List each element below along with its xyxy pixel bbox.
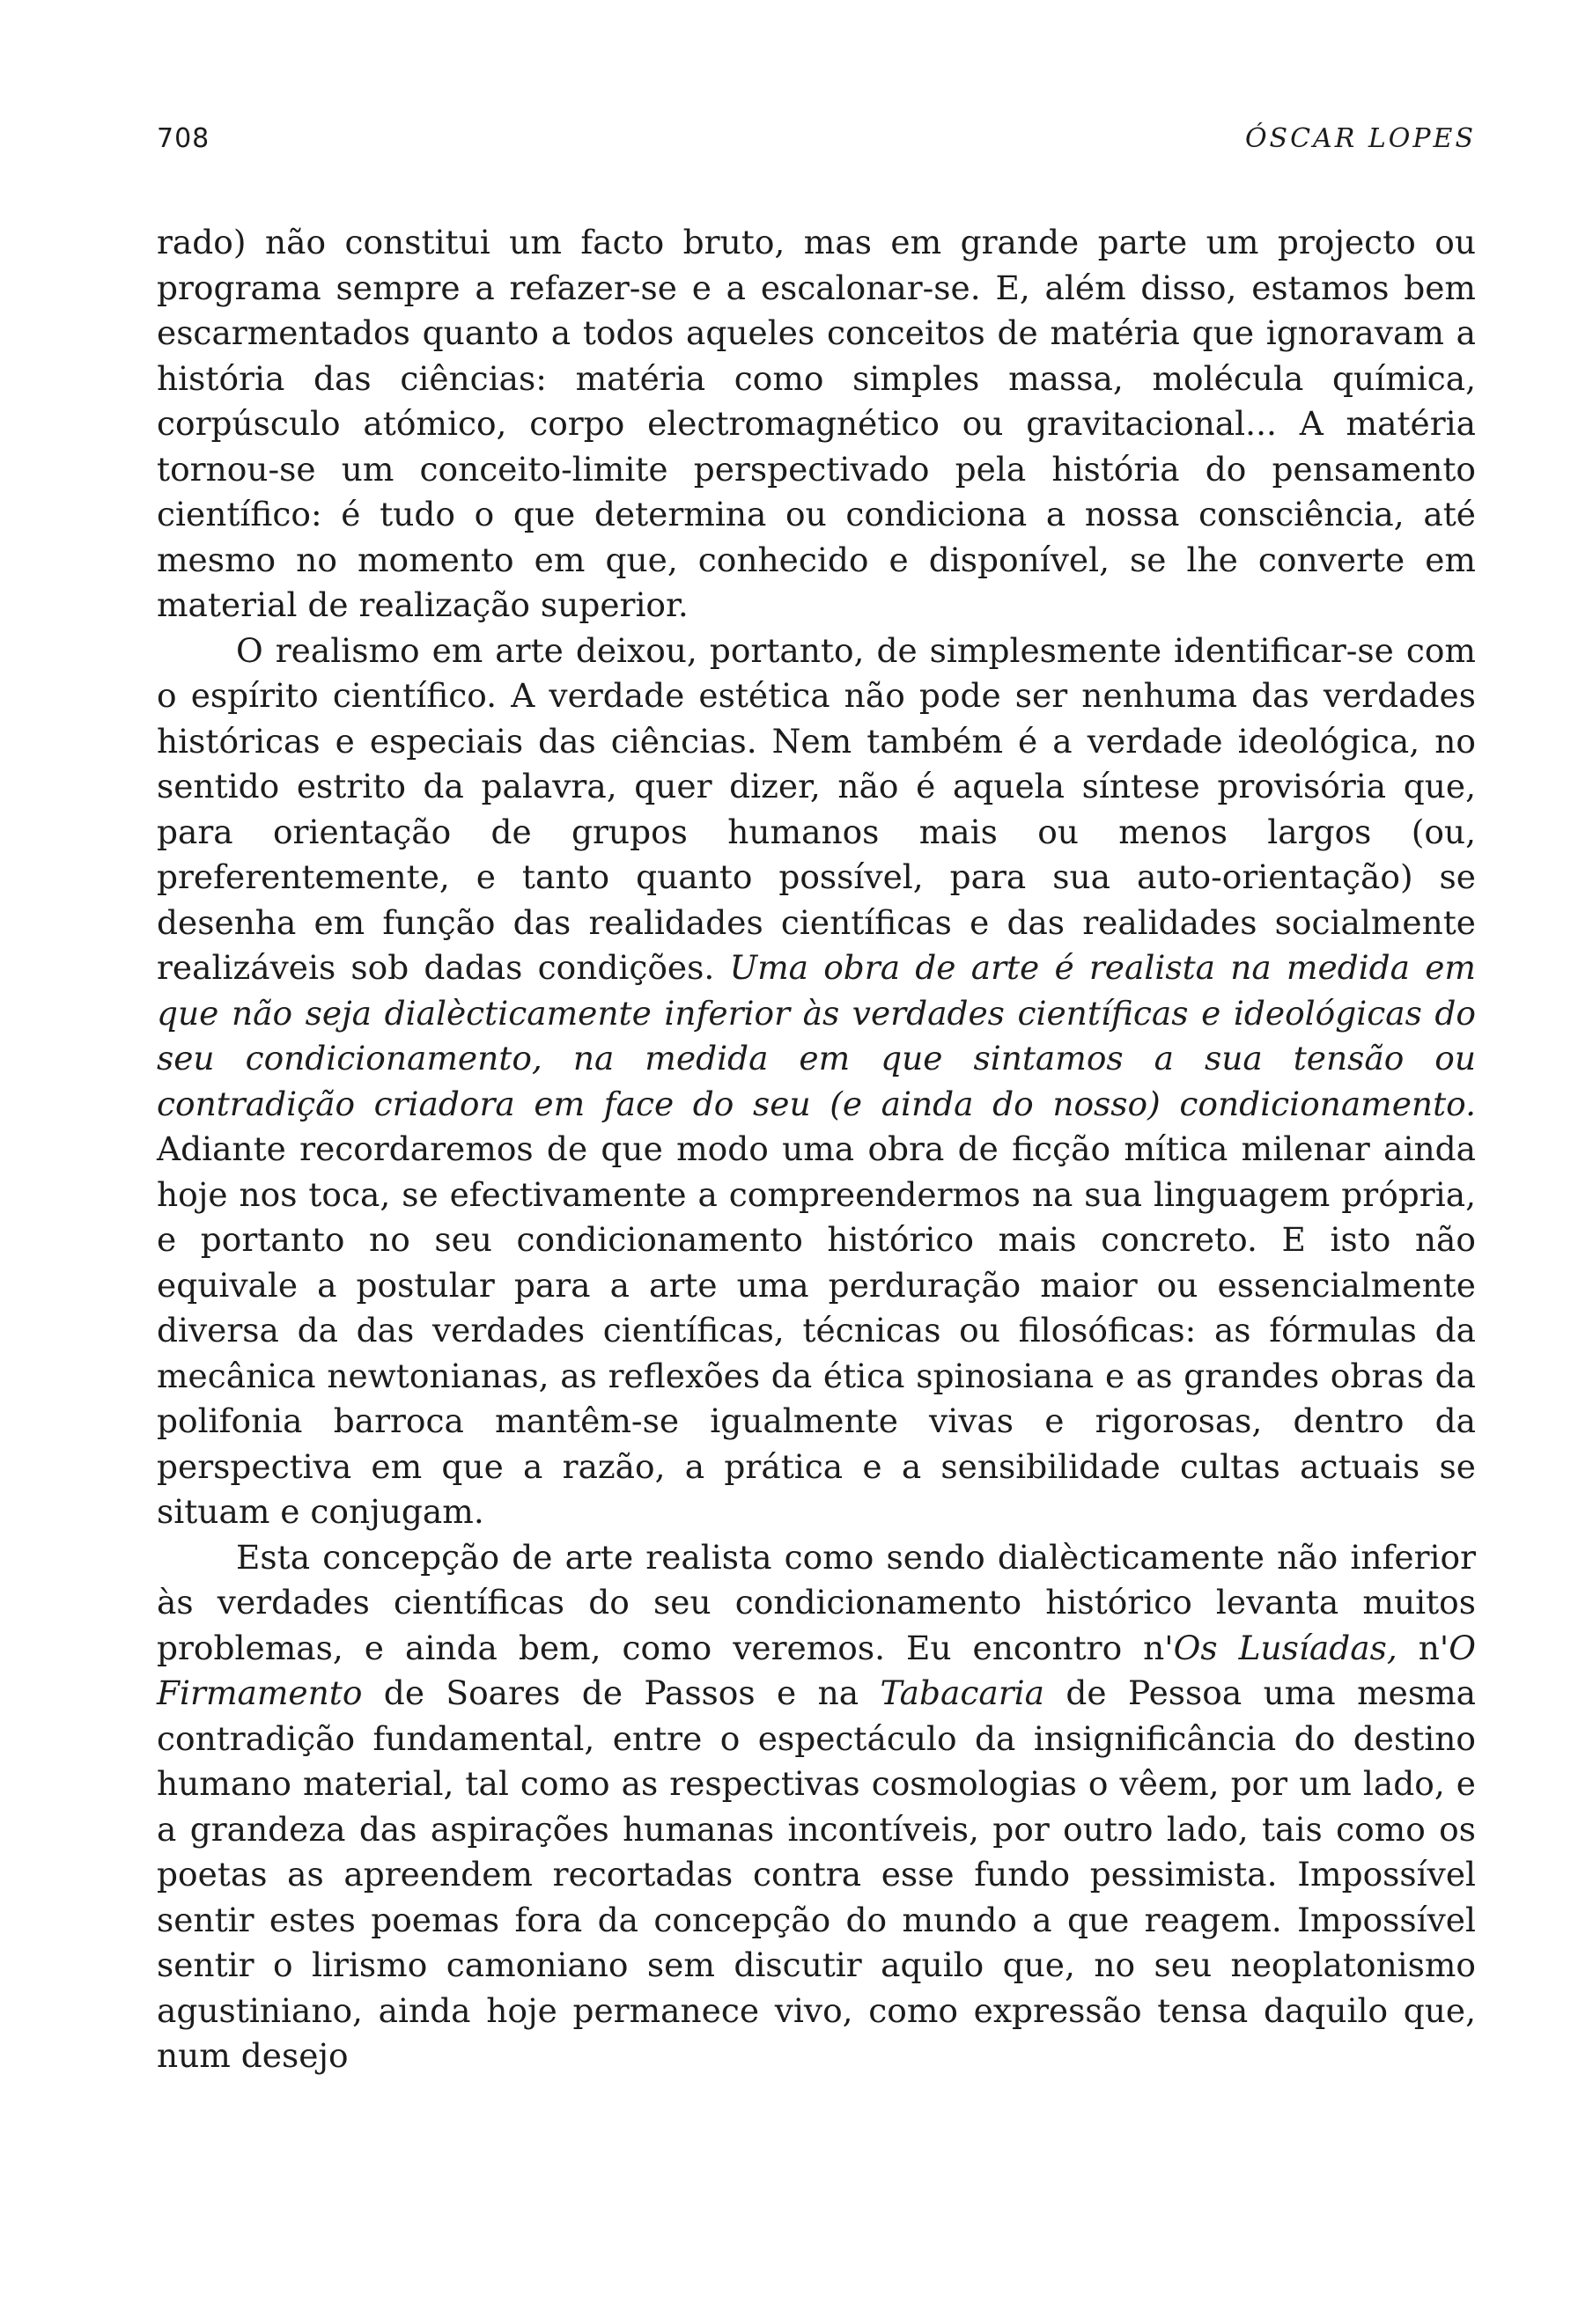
body-text bbox=[157, 220, 1476, 2079]
paragraph-2-italic-thesis: Uma obra de arte é realista na medida em que não seja dialècticamente inferior às verdades científicas e ideológicas do seu condicionamento, na medida em que sintamos a sua tensão ou contradição criadora em face do seu (e ainda do nosso) condicionamento. bbox=[157, 948, 1476, 1123]
title-o-firmamento: O Firmamento bbox=[157, 1628, 1476, 1712]
running-head bbox=[157, 114, 1476, 167]
paragraph-1 bbox=[157, 220, 1476, 629]
running-head-author: ÓSCAR LOPES bbox=[1244, 123, 1476, 154]
paragraph-3 bbox=[157, 1535, 1476, 2079]
paragraph-2-text-before: O realismo em arte deixou, portanto, de simplesmente identificar-se com o espírito científico. A verdade estética não pode ser nenhuma das verdades históricas e especiais das ciências. Nem também é a verdade ideológica, no sentido estrito da palavra, quer dizer, não é aquela síntese provisória que, para orientação de grupos humanos mais ou menos largos (ou, preferentemente, e tanto quanto possível, para sua auto-orientação) se desenha em função das realidades científicas e das realidades socialmente realizáveis sob dadas condições. bbox=[157, 630, 1476, 987]
page-number: 708 bbox=[157, 123, 210, 154]
paragraph-3-text-3: de Soares de Passos e na bbox=[362, 1673, 881, 1712]
paragraph-3-text-1: Esta concepção de arte realista como sendo dialècticamente não inferior às verdades científicas do seu condicionamento histórico levanta muitos problemas, e ainda bem, como veremos. Eu encontro n' bbox=[157, 1537, 1476, 1667]
book-page bbox=[157, 114, 1476, 2298]
paragraph-1-text: rado) não constitui um facto bruto, mas em grande parte um projecto ou programa sempre a refazer-se e a escalonar-se. E, além disso, estamos bem escarmentados quanto a todos aqueles conceitos de matéria que ignoravam a história das ciências: matéria como simples massa, molécula química, corpúsculo atómico, corpo electromagnético ou gravitacional... A matéria tornou-se um conceito-limite perspectivado pela história do pensamento científico: é tudo o que determina ou condiciona a nossa consciência, até mesmo no momento em que, conhecido e disponível, se lhe converte em material de realização superior. bbox=[157, 223, 1476, 624]
paragraph-3-text-4: de Pessoa uma mesma contradição fundamental, entre o espectáculo da insignificância do destino humano material, tal como as respectivas cosmologias o vêem, por um lado, e a grandeza das aspirações humanas incontíveis, por outro lado, tais como os poetas as apreendem recortadas contra esse fundo pessimista. Impossível sentir estes poemas fora da concepção do mundo a que reagem. Impossível sentir o lirismo camoniano sem discutir aquilo que, no seu neoplatonismo agustiniano, ainda hoje permanece vivo, como expressão tensa daquilo que, num desejo bbox=[157, 1673, 1476, 2075]
title-os-lusiadas: Os Lusíadas, bbox=[1173, 1628, 1397, 1667]
paragraph-3-text-2: n' bbox=[1397, 1628, 1449, 1667]
paragraph-2-text-after: Adiante recordaremos de que modo uma obra de ficção mítica milenar ainda hoje nos toca, se efectivamente a compreendermos na sua linguagem própria, e portanto no seu condicionamento histórico mais concreto. E isto não equivale a postular para a arte uma perduração maior ou essencialmente diversa da das verdades científicas, técnicas ou filosóficas: as fórmulas da mecânica newtonianas, as reflexões da ética spinosiana e as grandes obras da polifonia barroca mantêm-se igualmente vivas e rigorosas, dentro da perspectiva em que a razão, a prática e a sensibilidade cultas actuais se situam e conjugam. bbox=[157, 1129, 1476, 1531]
paragraph-2 bbox=[157, 629, 1476, 1535]
title-tabacaria: Tabacaria bbox=[880, 1673, 1045, 1712]
